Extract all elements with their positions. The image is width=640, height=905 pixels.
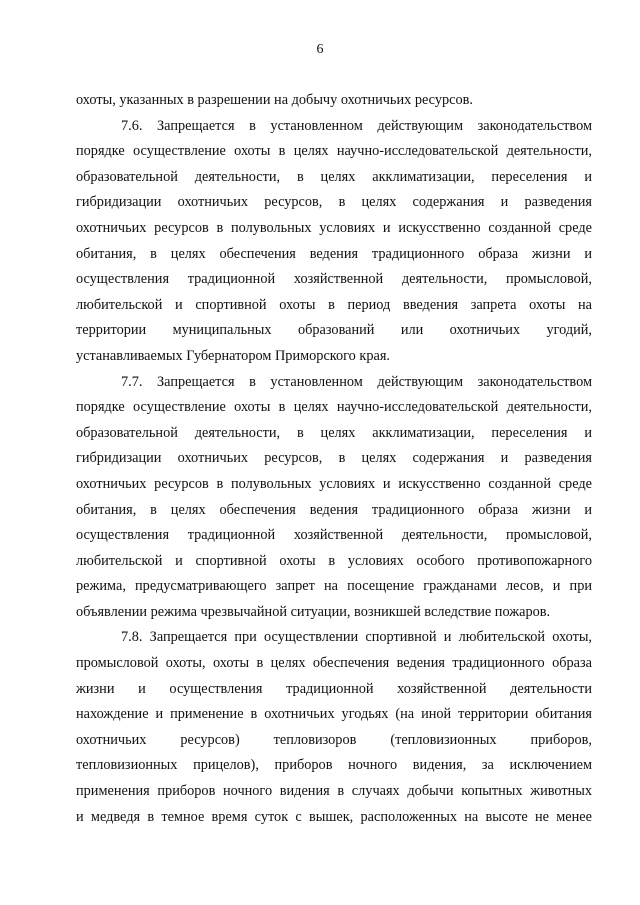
text-line: тепловизионных прицелов), приборов ночного видения, за исключением [76, 757, 592, 774]
text-line: гибридизации охотничьих ресурсов, в целях содержания и разведения [76, 450, 592, 467]
text-line: любительской и спортивной охоты в период введения запрета охоты на [76, 296, 592, 313]
page-number: 6 [316, 42, 324, 57]
text-line: порядке осуществление охоты в целях научно-исследовательской деятельности, [76, 399, 592, 416]
document-body [76, 88, 592, 830]
text-line: применения приборов ночного видения в случаях добычи копытных животных [76, 783, 592, 800]
text-line: обитания, в целях обеспечения ведения традиционного образа жизни и [76, 501, 592, 518]
paragraph-7-6-first-line: 7.6. Запрещается в установленном действующим законодательством [121, 117, 592, 134]
text-line: территории муниципальных образований или охотничьих угодий, [76, 322, 592, 339]
text-line: нахождение и применение в охотничьих угодьях (на иной территории обитания [76, 706, 592, 723]
text-line: охотничьих ресурсов в полувольных условиях и искусственно созданной среде [76, 219, 592, 236]
text-line: охотничьих ресурсов в полувольных условиях и искусственно созданной среде [76, 475, 592, 492]
paragraph-7-8-first-line: 7.8. Запрещается при осуществлении спортивной и любительской охоты, [121, 629, 592, 646]
text-line: обитания, в целях обеспечения ведения традиционного образа жизни и [76, 245, 592, 262]
text-line: образовательной деятельности, в целях акклиматизации, переселения и [76, 168, 592, 185]
text-line: охотничьих ресурсов) тепловизоров (тепловизионных приборов, [76, 731, 592, 748]
text-line: гибридизации охотничьих ресурсов, в целях содержания и разведения [76, 194, 592, 211]
text-line: устанавливаемых Губернатором Приморского края. [76, 347, 390, 364]
text-line: осуществления традиционной хозяйственной деятельности, промысловой, [76, 527, 592, 544]
text-line: промысловой охоты, охоты в целях обеспечения ведения традиционного образа [76, 655, 592, 672]
text-line: охоты, указанных в разрешении на добычу охотничьих ресурсов. [76, 92, 473, 108]
text-line: осуществления традиционной хозяйственной деятельности, промысловой, [76, 271, 592, 288]
text-line: и медведя в темное время суток с вышек, расположенных на высоте не менее [76, 808, 592, 825]
text-line: образовательной деятельности, в целях акклиматизации, переселения и [76, 424, 592, 441]
text-line: порядке осуществление охоты в целях научно-исследовательской деятельности, [76, 143, 592, 160]
text-line: объявлении режима чрезвычайной ситуации, возникшей вследствие пожаров. [76, 603, 551, 620]
text-line: любительской и спортивной охоты в условиях особого противопожарного [76, 552, 592, 569]
text-line: режима, предусматривающего запрет на посещение гражданами лесов, и при [76, 578, 592, 595]
paragraph-7-7-first-line: 7.7. Запрещается в установленном действующим законодательством [121, 373, 592, 390]
text-line: жизни и осуществления традиционной хозяйственной деятельности [76, 680, 592, 697]
